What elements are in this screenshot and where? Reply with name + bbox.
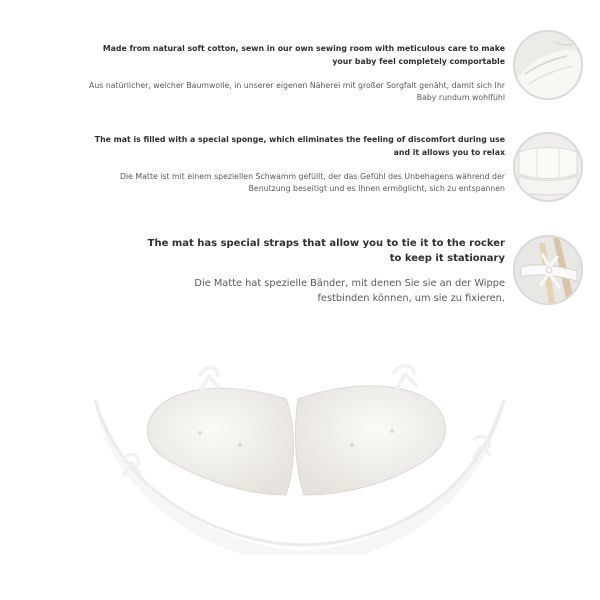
cotton-fabric-photo-icon [513,30,583,100]
rocker-with-mat-photo [90,355,510,555]
feature-text-de: Aus natürlicher, weicher Baumwolle, in unserer eigenen Näherei mit großer Sorgfalt genäht, damit sich Ihr Baby rundum wohlfühl [89,81,505,102]
feature-soft-cotton [85,42,505,104]
feature-heading-en: The mat has special straps that allow you to tie it to the rocker to keep it stationary [147,238,505,264]
sponge-mat-photo-icon [513,132,583,202]
feature-text-de: Die Matte hat spezielle Bänder, mit denen Sie sie an der Wippe festbinden können, um sie zu fixieren. [194,278,505,304]
feature-heading-en: Made from natural soft cotton, sewn in our own sewing room with meticulous care to make your baby feel completely comportable [102,44,505,66]
feature-text-de: Die Matte ist mit einem speziellen Schwamm gefüllt, der das Gefühl des Unbehagens während der Benutzung beseitigt und es Ihnen ermöglicht, sich zu entspannen [119,172,505,193]
feature-heading-en: The mat is filled with a special sponge, which eliminates the feeling of discomfort during use and it allows you to relax [94,135,505,157]
feature-straps [145,236,505,306]
feature-sponge-filling [85,133,505,195]
strap-rocker-photo-icon [513,235,583,305]
